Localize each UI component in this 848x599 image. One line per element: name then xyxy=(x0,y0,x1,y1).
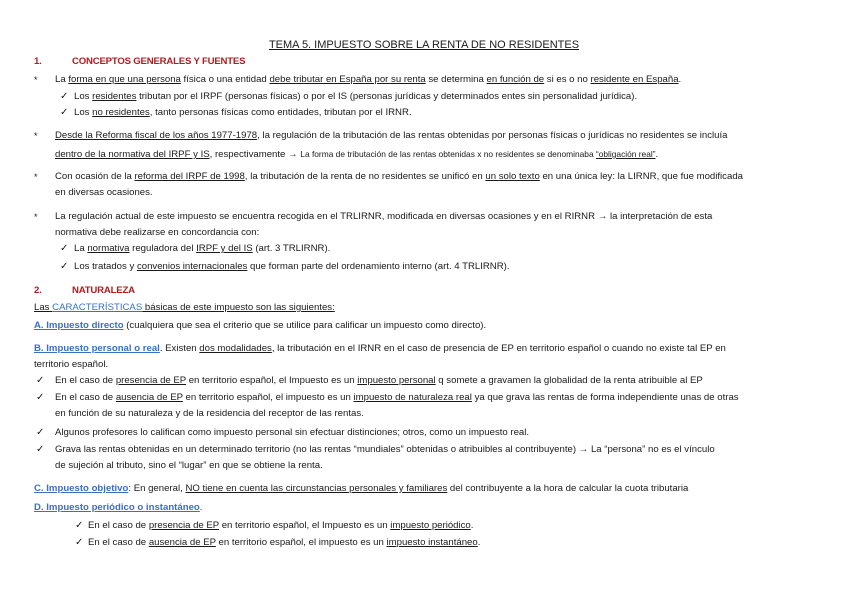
sub-bullet-no-residentes xyxy=(74,107,412,119)
text-run: , la regulación de la tributación de las rentas obtenidas por personas físicas o jurídicas no residentes se incluía xyxy=(257,130,728,141)
sub-bullet-residentes xyxy=(74,91,637,103)
text-run: convenios internacionales xyxy=(136,261,248,272)
text-run: (cualquiera que sea el criterio que se utilice para calificar un impuesto como directo). xyxy=(123,320,487,331)
text-run: en territorio español, el impuesto es un xyxy=(215,537,387,548)
text-run: dentro de la normativa del IRPF y IS xyxy=(55,149,210,160)
text-run: CONCEPTOS GENERALES Y FUENTES xyxy=(72,56,246,67)
text-run: C. Impuesto objetivo xyxy=(34,483,129,494)
check-icon: ✓ xyxy=(75,537,84,548)
text-run: . xyxy=(678,74,682,85)
text-run: presencia de EP xyxy=(115,375,187,386)
text-run: ausencia de EP xyxy=(115,392,183,403)
text-run: básicas de este impuesto son las siguientes: xyxy=(142,302,335,313)
text-run: Con ocasión de la xyxy=(55,171,135,182)
item-c-impuesto-objetivo xyxy=(34,483,688,495)
text-run: impuesto de naturaleza real xyxy=(353,392,472,403)
check-icon: ✓ xyxy=(36,427,45,438)
paragraph-bullet-2 xyxy=(55,130,728,142)
star-bullet-icon: * xyxy=(34,75,38,85)
sub-bullet-instantaneo xyxy=(88,537,480,549)
check-icon: ✓ xyxy=(60,91,69,102)
text-run: no residentes xyxy=(92,107,150,118)
text-run: presencia de EP xyxy=(148,520,220,531)
text-run: reguladora del xyxy=(129,243,197,254)
text-run: que forman parte del ordenamiento interno (art. 4 TRLIRNR). xyxy=(247,261,510,272)
text-run: física o una entidad xyxy=(180,74,270,85)
sub-bullet-normativa xyxy=(74,243,330,255)
text-run: Los tratados y xyxy=(74,261,137,272)
text-run: En el caso de xyxy=(55,392,116,403)
page-title: TEMA 5. IMPUESTO SOBRE LA RENTA DE NO RESIDENTES xyxy=(268,39,580,51)
paragraph-bullet-3-line2: en diversas ocasiones. xyxy=(55,187,153,198)
text-run: del contribuyente a la hora de calcular la cuota tributaria xyxy=(447,483,689,494)
check-icon: ✓ xyxy=(60,107,69,118)
text-run: . xyxy=(655,149,659,160)
text-run: normativa xyxy=(87,243,130,254)
text-run: . xyxy=(199,502,203,513)
text-run: tributan por el IRPF (personas físicas) o por el IS (personas jurídicas y determinados entes sin personalidad jurídica). xyxy=(136,91,638,102)
paragraph-bullet-2-line2 xyxy=(55,148,658,161)
item-d-periodico-instantaneo xyxy=(34,502,202,514)
text-run: en territorio español, el Impuesto es un xyxy=(219,520,391,531)
text-run: La xyxy=(55,74,69,85)
sub-bullet-ausencia-ep-line2: en función de su naturaleza y de la residencia del receptor de las rentas. xyxy=(55,408,364,419)
item-b-line2: territorio español. xyxy=(34,359,109,370)
text-run: 2. xyxy=(34,285,42,296)
text-run: impuesto instantáneo xyxy=(386,537,478,548)
text-run: En el caso de xyxy=(88,537,149,548)
paragraph-bullet-4: La regulación actual de este impuesto se encuentra recogida en el TRLIRNR, modificada en diversas ocasiones y en el RIRNR → la interpretación de esta xyxy=(55,211,713,222)
text-run: ausencia de EP xyxy=(148,537,216,548)
text-run: forma en que una persona xyxy=(68,74,181,85)
text-run: “obligación real” xyxy=(595,149,656,159)
check-icon: ✓ xyxy=(75,520,84,531)
text-run: en territorio español, el impuesto es un xyxy=(182,392,354,403)
star-bullet-icon: * xyxy=(34,131,38,141)
text-run: 1. xyxy=(34,56,42,67)
text-run: Los xyxy=(74,107,93,118)
text-run: CARACTERÍSTICAS xyxy=(52,302,143,313)
check-icon: ✓ xyxy=(60,243,69,254)
text-run: D. Impuesto periódico o instantáneo xyxy=(34,502,200,513)
text-run: , respectivamente → xyxy=(209,149,301,160)
text-run: En el caso de xyxy=(55,375,116,386)
text-run: , tanto personas físicas como entidades, tributan por el IRNR. xyxy=(149,107,412,118)
text-run: NATURALEZA xyxy=(72,285,135,296)
sub-bullet-profesores: Algunos profesores lo califican como impuesto personal sin efectuar distinciones; otros, como un impuesto real. xyxy=(55,427,530,438)
item-a-impuesto-directo xyxy=(34,320,486,332)
text-run: . Existen xyxy=(159,343,200,354)
paragraph-bullet-3 xyxy=(55,171,743,183)
text-run: : En general, xyxy=(128,483,186,494)
text-run: La forma de tributación de las rentas obtenidas x no residentes se denominaba xyxy=(300,149,596,159)
text-run: (art. 3 TRLIRNR). xyxy=(252,243,331,254)
item-b-impuesto-personal-real xyxy=(34,343,726,355)
star-bullet-icon: * xyxy=(34,172,38,182)
check-icon: ✓ xyxy=(36,375,45,386)
text-run: dos modalidades xyxy=(199,343,272,354)
check-icon: ✓ xyxy=(36,392,45,403)
text-run: IRPF y del IS xyxy=(196,243,253,254)
text-run: se determina xyxy=(425,74,487,85)
text-run: , la tributación en el IRNR en el caso de presencia de EP en territorio español o cuando no existe tal EP en xyxy=(271,343,726,354)
text-run: impuesto personal xyxy=(357,375,436,386)
text-run: , la tributación de la renta de no residentes se unificó en xyxy=(244,171,486,182)
star-bullet-icon: * xyxy=(34,212,38,222)
section-heading-1 xyxy=(34,56,245,68)
sub-bullet-periodico xyxy=(88,520,473,532)
text-run: residente en España xyxy=(590,74,679,85)
characteristics-intro xyxy=(34,302,335,314)
text-run: impuesto periódico xyxy=(390,520,471,531)
text-run: un solo texto xyxy=(485,171,540,182)
text-run: A. Impuesto directo xyxy=(34,320,124,331)
text-run: . xyxy=(477,537,481,548)
paragraph-bullet-4-line2: normativa debe realizarse en concordancia con: xyxy=(55,227,260,238)
text-run: La xyxy=(74,243,88,254)
text-run: Los xyxy=(74,91,93,102)
sub-bullet-grava-rentas-line2: de sujeción al tributo, sino el “lugar” en que se obtiene la renta. xyxy=(55,460,323,471)
section-heading-2 xyxy=(34,285,135,297)
paragraph-bullet-1 xyxy=(55,74,681,86)
sub-bullet-presencia-ep xyxy=(55,375,703,387)
sub-bullet-grava-rentas: Grava las rentas obtenidas en un determinado territorio (no las rentas “mundiales” obtenidas o atribuibles al contribuyente) → La “persona” no es el vínculo xyxy=(55,444,715,455)
text-run: En el caso de xyxy=(88,520,149,531)
text-run: . xyxy=(470,520,474,531)
text-run: debe tributar en España por su renta xyxy=(269,74,426,85)
text-run: ya que grava las rentas de forma independiente unas de otras xyxy=(471,392,739,403)
sub-bullet-ausencia-ep xyxy=(55,392,739,404)
text-run: en una única ley: la LIRNR, que fue modificada xyxy=(539,171,743,182)
text-run: Las xyxy=(34,302,53,313)
text-run: Desde la Reforma fiscal de los años 1977-1978 xyxy=(55,130,258,141)
text-run: reforma del IRPF de 1998 xyxy=(134,171,245,182)
text-run: residentes xyxy=(92,91,137,102)
text-run: en función de xyxy=(486,74,545,85)
text-run: B. Impuesto personal o real xyxy=(34,343,160,354)
sub-bullet-convenios xyxy=(74,261,510,273)
check-icon: ✓ xyxy=(36,444,45,455)
text-run: si es o no xyxy=(544,74,591,85)
text-run: NO tiene en cuenta las circunstancias personales y familiares xyxy=(185,483,448,494)
text-run: en territorio español, el Impuesto es un xyxy=(186,375,358,386)
text-run: q somete a gravamen la globalidad de la renta atribuible al EP xyxy=(435,375,703,386)
check-icon: ✓ xyxy=(60,261,69,272)
